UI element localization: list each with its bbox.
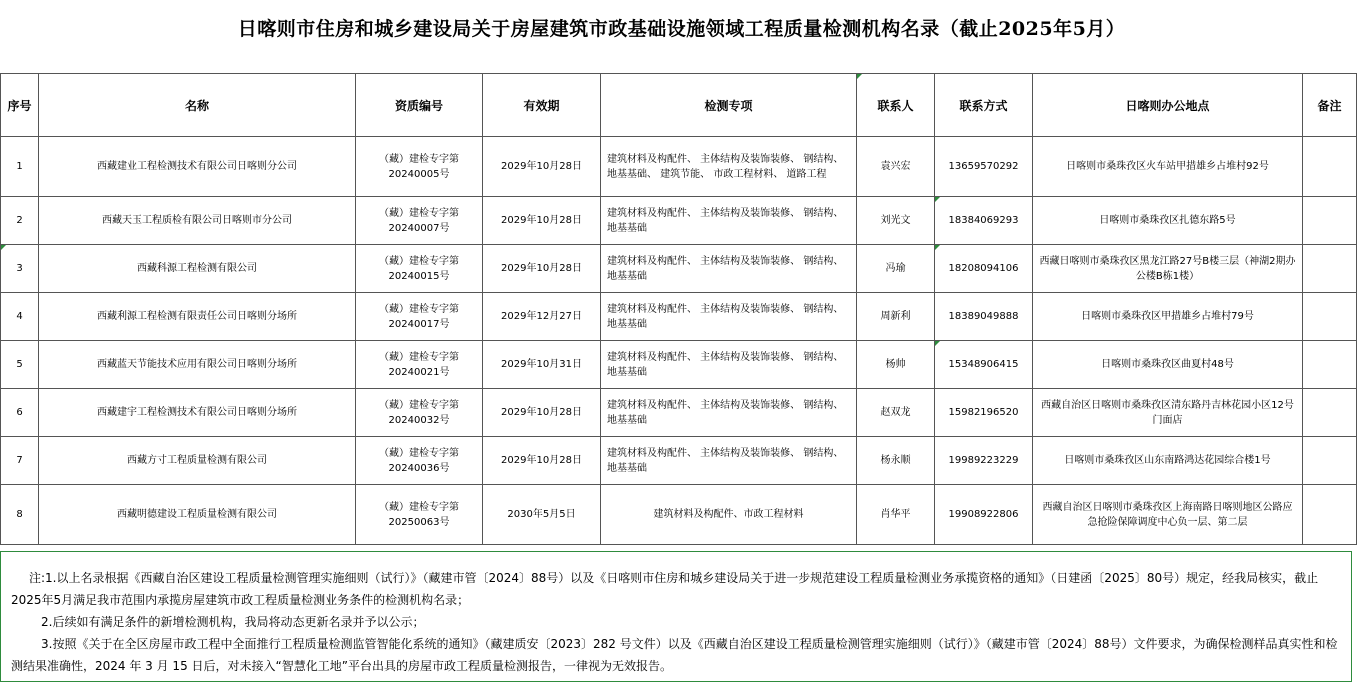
cell-phone: 13659570292 (935, 137, 1033, 197)
cell-scope: 建筑材料及构配件、 主体结构及装饰装修、 钢结构、 地基基础 (601, 389, 857, 437)
cell-name: 西藏建业工程检测技术有限公司日喀则分公司 (39, 137, 356, 197)
cell-remark (1303, 341, 1357, 389)
cell-address: 日喀则市桑珠孜区山东南路鸿达花园综合楼1号 (1033, 437, 1303, 485)
cell-phone: 19908922806 (935, 485, 1033, 545)
cell-valid: 2029年10月31日 (483, 341, 601, 389)
cell-contact: 杨帅 (857, 341, 935, 389)
cell-cert: （藏）建检专字第20240032号 (356, 389, 483, 437)
cell-contact: 袁兴宏 (857, 137, 935, 197)
page-title: 日喀则市住房和城乡建设局关于房屋建筑市政基础设施领域工程质量检测机构名录（截止2025年5月） (237, 18, 1126, 40)
table-row (1, 341, 1357, 389)
cell-remark (1303, 293, 1357, 341)
cell-contact: 刘光文 (857, 197, 935, 245)
table-row (1, 437, 1357, 485)
table-row (1, 389, 1357, 437)
cell-phone: 19989223229 (935, 437, 1033, 485)
note-1: 注:1.以上名录根据《西藏自治区建设工程质量检测管理实施细则（试行）》（藏建市管〔2024〕88号）以及《日喀则市住房和城乡建设局关于进一步规范建设工程质量检测业务承揽资格的通知》（日建函〔2025〕80号）规定，经我局核实，截止2025年5月满足我市范围内承揽房屋建筑市政工程质量检测业务条件的检测机构名录； (11, 571, 1319, 607)
cell-address: 西藏日喀则市桑珠孜区黑龙江路27号B楼三层（神湖2期办公楼B栋1楼） (1033, 245, 1303, 293)
table-row (1, 245, 1357, 293)
cell-contact: 冯瑜 (857, 245, 935, 293)
table-row (1, 197, 1357, 245)
cell-valid: 2029年10月28日 (483, 137, 601, 197)
cell-remark (1303, 245, 1357, 293)
note-2: 2.后续如有满足条件的新增检测机构，我局将动态更新名录并予以公示； (41, 615, 425, 629)
cell-remark (1303, 437, 1357, 485)
cell-name: 西藏明德建设工程质量检测有限公司 (39, 485, 356, 545)
cell-address: 西藏自治区日喀则市桑珠孜区清东路丹吉林花园小区12号门面店 (1033, 389, 1303, 437)
cell-cert: （藏）建检专字第20240036号 (356, 437, 483, 485)
cell-contact: 周新利 (857, 293, 935, 341)
table-row (1, 137, 1357, 197)
cell-contact: 赵双龙 (857, 389, 935, 437)
cell-scope: 建筑材料及构配件、 主体结构及装饰装修、 钢结构、 地基基础、 建筑节能、 市政工程材料、 道路工程 (601, 137, 857, 197)
cell-address: 日喀则市桑珠孜区火车站甲措雄乡占堆村92号 (1033, 137, 1303, 197)
agency-table (0, 73, 1357, 545)
header-address: 日喀则办公地点 (1033, 74, 1303, 137)
cell-valid: 2029年10月28日 (483, 389, 601, 437)
cell-no: 5 (1, 341, 39, 389)
cell-name: 西藏建宇工程检测技术有限公司日喀则分场所 (39, 389, 356, 437)
cell-address: 日喀则市桑珠孜区扎德东路5号 (1033, 197, 1303, 245)
note-3: 3.按照《关于在全区房屋市政工程中全面推行工程质量检测监管智能化系统的通知》（藏建质安〔2023〕282 号文件）以及《西藏自治区建设工程质量检测管理实施细则（试行）》（藏建市管〔2024〕88号）文件要求，为确保检测样品真实性和检测结果准确性，2024 年 3 月 15 日后，对未接入“智慧化工地”平台出具的房屋市政工程质量检测报告，一律视为无效报告。 (11, 637, 1338, 673)
cell-cert: （藏）建检专字第20240007号 (356, 197, 483, 245)
cell-contact: 杨永顺 (857, 437, 935, 485)
cell-name: 西藏利源工程检测有限责任公司日喀则分场所 (39, 293, 356, 341)
cell-no: 2 (1, 197, 39, 245)
cell-valid: 2029年12月27日 (483, 293, 601, 341)
header-remark: 备注 (1303, 74, 1357, 137)
cell-name: 西藏科源工程检测有限公司 (39, 245, 356, 293)
cell-scope: 建筑材料及构配件、 主体结构及装饰装修、 钢结构、 地基基础 (601, 437, 857, 485)
cell-phone: 15982196520 (935, 389, 1033, 437)
cell-remark (1303, 197, 1357, 245)
cell-contact: 肖华平 (857, 485, 935, 545)
cell-valid: 2029年10月28日 (483, 197, 601, 245)
cell-cert: （藏）建检专字第20240015号 (356, 245, 483, 293)
notes-section (0, 551, 1352, 682)
cell-scope: 建筑材料及构配件、市政工程材料 (601, 485, 857, 545)
cell-no: 8 (1, 485, 39, 545)
cell-remark (1303, 389, 1357, 437)
cell-valid: 2029年10月28日 (483, 245, 601, 293)
cell-address: 日喀则市桑珠孜区曲夏村48号 (1033, 341, 1303, 389)
cell-phone: 15348906415 (935, 341, 1033, 389)
cell-valid: 2030年5月5日 (483, 485, 601, 545)
cell-no: 7 (1, 437, 39, 485)
cell-name: 西藏方寸工程质量检测有限公司 (39, 437, 356, 485)
cell-scope: 建筑材料及构配件、 主体结构及装饰装修、 钢结构、 地基基础 (601, 245, 857, 293)
table-header-row (1, 74, 1357, 137)
cell-no: 6 (1, 389, 39, 437)
cell-name: 西藏蓝天节能技术应用有限公司日喀则分场所 (39, 341, 356, 389)
header-cert: 资质编号 (356, 74, 483, 137)
cell-scope: 建筑材料及构配件、 主体结构及装饰装修、 钢结构、 地基基础 (601, 293, 857, 341)
cell-cert: （藏）建检专字第20240017号 (356, 293, 483, 341)
header-name: 名称 (39, 74, 356, 137)
cell-no: 1 (1, 137, 39, 197)
cell-address: 西藏自治区日喀则市桑珠孜区上海南路日喀则地区公路应急抢险保障调度中心负一层、第二层 (1033, 485, 1303, 545)
header-valid: 有效期 (483, 74, 601, 137)
cell-cert: （藏）建检专字第20240021号 (356, 341, 483, 389)
cell-name: 西藏天玉工程质检有限公司日喀则市分公司 (39, 197, 356, 245)
cell-cert: （藏）建检专字第20250063号 (356, 485, 483, 545)
cell-address: 日喀则市桑珠孜区甲措雄乡占堆村79号 (1033, 293, 1303, 341)
cell-phone: 18384069293 (935, 197, 1033, 245)
header-contact: 联系人 (857, 74, 935, 137)
cell-cert: （藏）建检专字第20240005号 (356, 137, 483, 197)
cell-no: 4 (1, 293, 39, 341)
cell-scope: 建筑材料及构配件、 主体结构及装饰装修、 钢结构、 地基基础 (601, 341, 857, 389)
header-phone: 联系方式 (935, 74, 1033, 137)
table-row (1, 293, 1357, 341)
header-no: 序号 (1, 74, 39, 137)
cell-phone: 18208094106 (935, 245, 1033, 293)
cell-valid: 2029年10月28日 (483, 437, 601, 485)
cell-phone: 18389049888 (935, 293, 1033, 341)
table-row (1, 485, 1357, 545)
cell-no: 3 (1, 245, 39, 293)
cell-scope: 建筑材料及构配件、 主体结构及装饰装修、 钢结构、 地基基础 (601, 197, 857, 245)
header-scope: 检测专项 (601, 74, 857, 137)
cell-remark (1303, 137, 1357, 197)
cell-remark (1303, 485, 1357, 545)
